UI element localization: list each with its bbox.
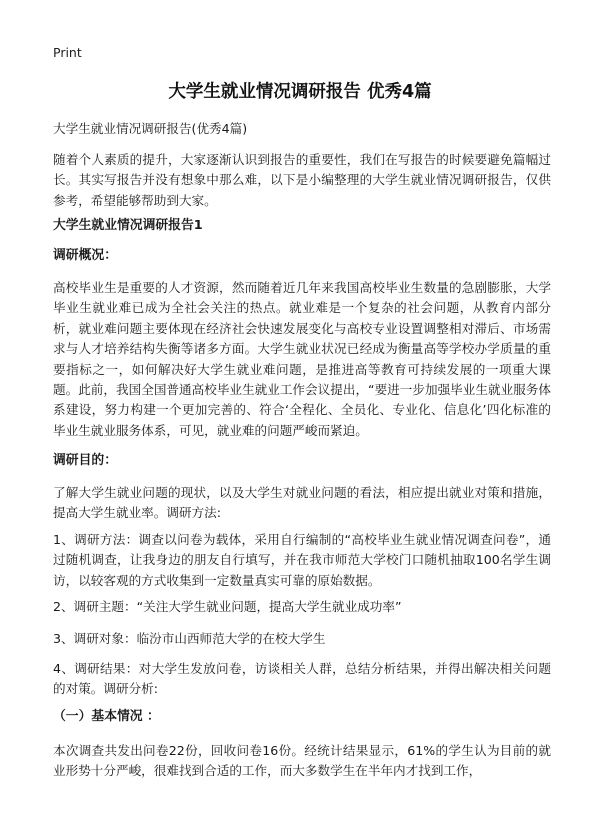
method-item: 1、调研方法：调查以问卷为载体，采用自行编制的“高校毕业生就业情况调查问卷”，通过随机调查，让我身边的朋友自行填写，并在我市师范大学校门口随机抽取100名学生调访，以较客观的方式收集到一定数量真实可靠的原始数据。 bbox=[53, 532, 551, 588]
overview-paragraph: 高校毕业生是重要的人才资源，然而随着近几年来我国高校毕业生数量的急剧膨胀，大学毕业生就业难已成为全社会关注的热点。就业难是一个复杂的社会问题，从教育内部分析，就业难问题主要体现在经济社会快速发展变化与高校专业设置调整相对滞后、市场需求与人才培养结构失衡等诸多方面。大学生就业状况已经成为衡量高等学校办学质量的重要指标之一，如何解决好大学生就业难问题，是推进高等教育可持续发展的一项重大课题。此前，我国全国普通高校毕业生就业工作会议提出，“要进一步加强毕业生就业服务体系建设，努力构建一个更加完善的、符合‘全程化、全员化、专业化、信息化’四化标准的毕业生就业服务体系，可见，就业难的问题严峻而紧迫。 bbox=[53, 280, 551, 438]
print-link[interactable]: Print bbox=[53, 45, 82, 60]
basic-situation-paragraph: 本次调查共发出问卷22份，回收问卷16份。经统计结果显示，61%的学生认为目前的就业形势十分严峻，很难找到合适的工作，而大多数学生在半年内才找到工作， bbox=[53, 743, 551, 779]
basic-situation-heading: （一）基本情况 ： bbox=[53, 709, 160, 724]
result-item: 4、调研结果：对大学生发放问卷，访谈相关人群，总结分析结果，并得出解决相关问题的对策。调研分析: bbox=[53, 661, 551, 697]
purpose-heading: 调研目的： bbox=[53, 453, 117, 468]
overview-heading: 调研概况： bbox=[53, 248, 117, 263]
report-heading: 大学生就业情况调研报告1 bbox=[53, 218, 203, 233]
purpose-paragraph: 了解大学生就业问题的现状，以及大学生对就业问题的看法，相应提出就业对策和措施，提高大学生就业率。调研方法: bbox=[53, 485, 551, 521]
theme-item: 2、调研主题：“关注大学生就业问题，提高大学生就业成功率” bbox=[53, 599, 402, 614]
subject-item: 3、调研对象：临汾市山西师范大学的在校大学生 bbox=[53, 631, 326, 646]
intro-paragraph: 随着个人素质的提升，大家逐渐认识到报告的重要性，我们在写报告的时候要避免篇幅过长。其实写报告并没有想象中那么难，以下是小编整理的大学生就业情况调研报告，仅供参考，希望能够帮助到大家。 bbox=[53, 152, 551, 208]
document-subtitle: 大学生就业情况调研报告(优秀4篇) bbox=[53, 121, 248, 136]
page-title: 大学生就业情况调研报告 优秀4篇 bbox=[168, 82, 432, 102]
